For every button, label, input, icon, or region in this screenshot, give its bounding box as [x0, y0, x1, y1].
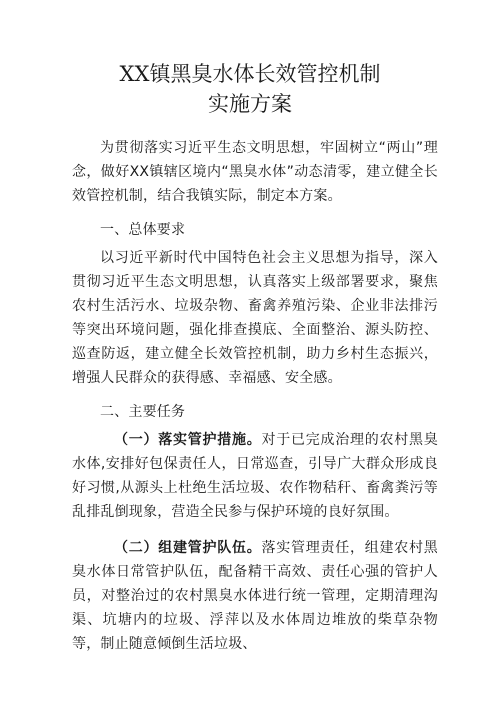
task1-lead: （一）落实管护措施。 [114, 432, 262, 448]
task2-lead: （二）组建管护队伍。 [114, 540, 262, 556]
task2-paragraph [72, 536, 438, 656]
intro-paragraph: 为贯彻落实习近平生态文明思想，牢固树立“两山”理念，做好XX镇辖区境内“黑臭水体”动态清零，建立健全长效管控机制，结合我镇实际，制定本方案。 [72, 140, 438, 204]
document-title-line1: XX镇黑臭水体长效管控机制 [119, 62, 381, 86]
task2-body: 落实管理责任，组建农村黑臭水体日常管护队伍，配备精干高效、责任心强的管护人员，对整治过的农村黑臭水体进行统一管理，定期清理沟渠、坑塘内的垃圾、浮萍以及水体周边堆放的柴草杂物等，制止随意倾倒生活垃圾、 [72, 540, 439, 652]
task1-paragraph [72, 428, 438, 524]
section1-paragraph: 以习近平新时代中国特色社会主义思想为指导，深入贯彻习近平生态文明思想，认真落实上级部署要求，聚焦农村生活污水、垃圾杂物、畜禽养殖污染、企业非法排污等突出环境问题，强化排查摸底、全面整治、源头防控、巡查防返，建立健全长效管控机制，助力乡村生态振兴，增强人民群众的获得感、幸福感、安全感。 [72, 250, 438, 386]
section2-heading: 二、主要任务 [100, 404, 186, 420]
document-title-line2: 实施方案 [208, 92, 292, 116]
task1-body: 对于已完成治理的农村黑臭水体,安排好包保责任人，日常巡查，引导广大群众形成良好习惯,从源头上杜绝生活垃圾、农作物秸秆、畜禽粪污等乱排乱倒现象，营造全民参与保护环境的良好氛围。 [72, 432, 439, 520]
section1-heading: 一、总体要求 [100, 222, 186, 238]
